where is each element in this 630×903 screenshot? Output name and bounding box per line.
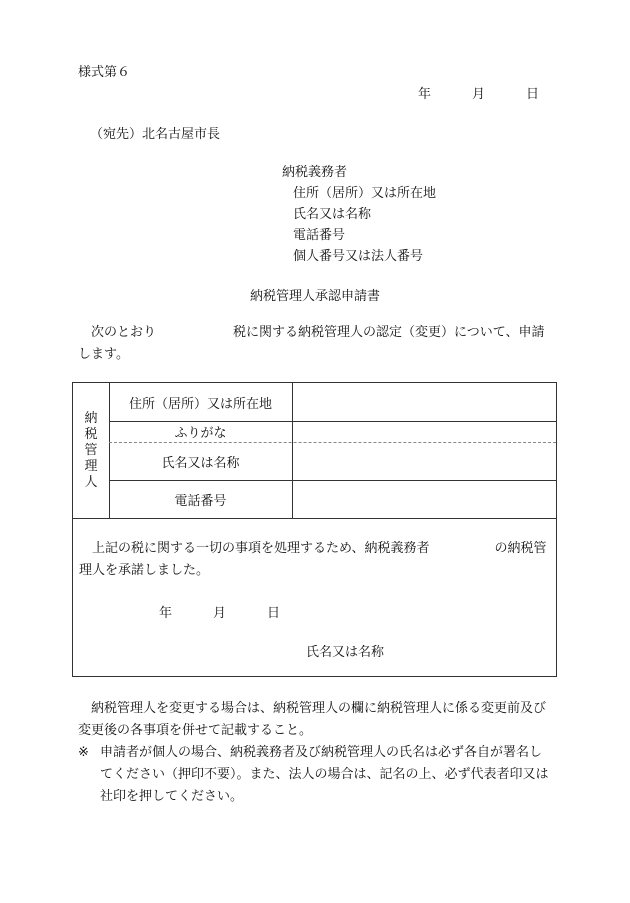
taxpayer-id-number-label: 個人番号又は法人番号 [293, 249, 424, 264]
acceptance-month-label: 月 [213, 606, 227, 621]
manager-address-field[interactable] [293, 383, 556, 421]
manager-table [73, 383, 556, 519]
table-row [109, 480, 556, 518]
table-row [109, 442, 556, 481]
acceptance-text-1: 上記の税に関する一切の事項を処理するため、納税義務者 [92, 541, 430, 556]
note-1 [78, 698, 554, 742]
manager-address-label: 住所（居所）又は所在地 [109, 383, 293, 421]
addressee: （宛先）北名古屋市長 [90, 127, 221, 142]
table-row [109, 421, 556, 443]
manager-section-char: 納 [84, 410, 98, 426]
taxpayer-address-label: 住所（居所）又は所在地 [293, 186, 437, 201]
manager-name-field[interactable] [293, 442, 556, 480]
acceptance-year-label: 年 [159, 606, 173, 621]
manager-section-char: 理 [84, 458, 98, 474]
acceptance-day-label: 日 [267, 606, 281, 621]
manager-section-char: 管 [84, 442, 98, 458]
document-title: 納税管理人承認申請書 [249, 289, 380, 304]
intro-text-2: 税に関する納税管理人の認定（変更）について、申請します。 [78, 325, 545, 362]
manager-section-char: 税 [84, 426, 98, 442]
manager-phone-label: 電話番号 [109, 480, 293, 518]
notes [78, 698, 554, 808]
intro-text-1: 次のとおり [91, 325, 157, 340]
manager-furigana-label: ふりがな [109, 421, 293, 442]
manager-section-label [73, 383, 110, 518]
table-row [109, 383, 556, 422]
taxpayer-title: 納税義務者 [282, 165, 348, 180]
acceptance-statement [79, 538, 550, 582]
taxpayer-phone-label: 電話番号 [293, 228, 346, 243]
note-1-text: 納税管理人を変更する場合は、納税管理人の欄に納税管理人に係る変更前及び変更後の各事項を併せて記載すること。 [78, 701, 547, 738]
taxpayer-name-label: 氏名又は名称 [293, 207, 372, 222]
reference-mark-icon: ※ [78, 745, 89, 760]
manager-furigana-field[interactable] [293, 421, 556, 442]
date-month-label: 月 [472, 87, 486, 102]
note-2-text: 申請者が個人の場合、納税義務者及び納税管理人の氏名は必ず各自が署名してください（押印不要）。また、法人の場合は、記名の上、必ず代表者印又は社印を押してください。 [100, 745, 549, 804]
manager-phone-field[interactable] [293, 480, 556, 518]
date-day-label: 日 [526, 87, 540, 102]
form-number: 様式第６ [78, 65, 131, 80]
acceptance-text-2: の納税管理人を承諾しました。 [79, 541, 547, 578]
acceptance-name-label: 氏名又は名称 [306, 645, 385, 660]
intro-paragraph [78, 322, 552, 366]
manager-form-box [72, 382, 557, 677]
manager-section-char: 人 [84, 474, 98, 490]
date-year-label: 年 [418, 87, 432, 102]
note-2 [78, 742, 554, 808]
manager-name-label: 氏名又は名称 [109, 442, 293, 480]
